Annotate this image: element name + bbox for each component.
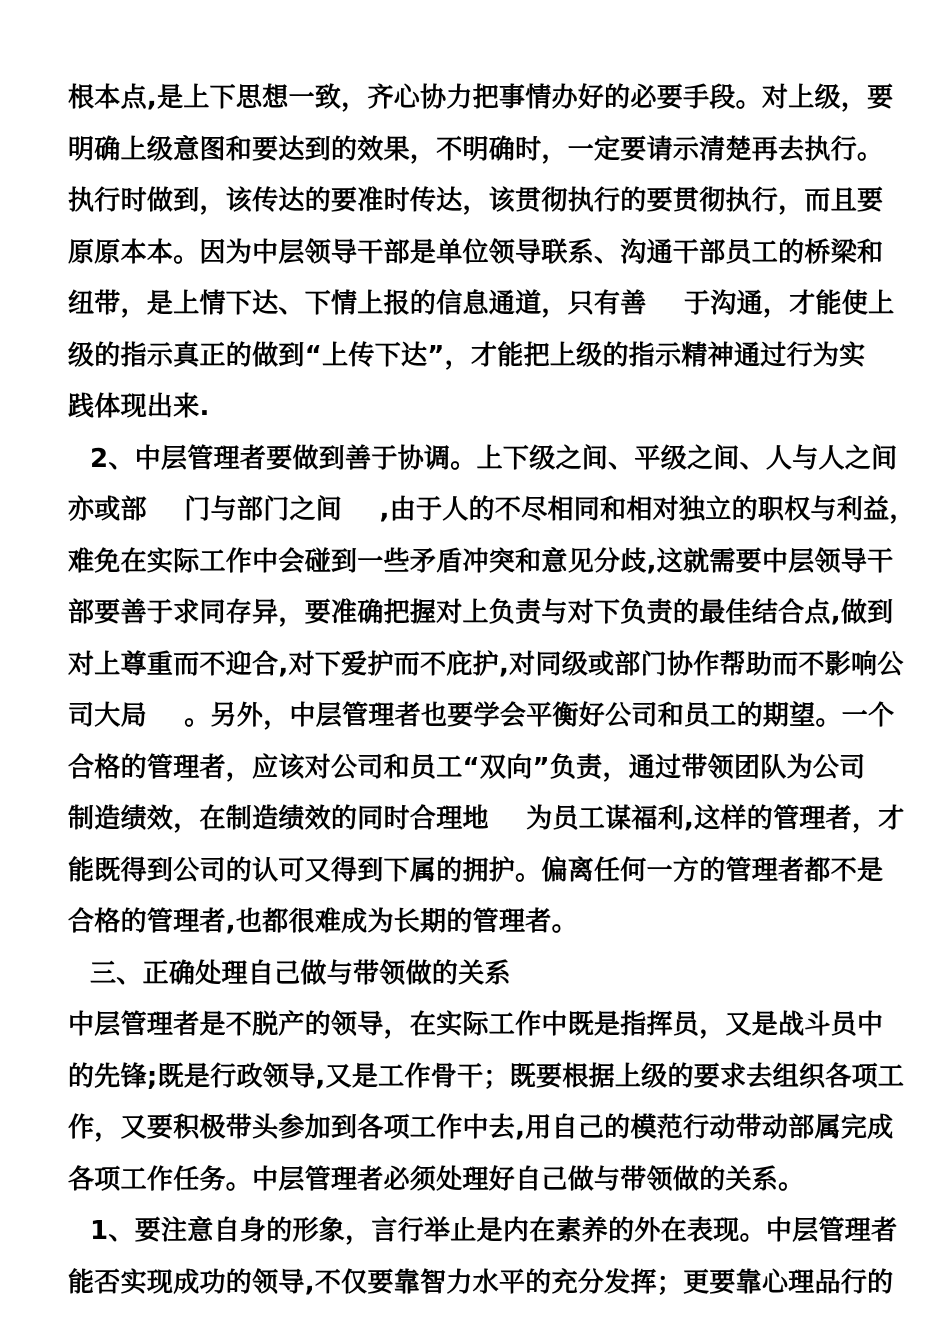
- text-line: 难免在实际工作中会碰到一些矛盾冲突和意见分歧,这就需要中层领导干: [68, 547, 894, 577]
- text-line: 亦或部 门与部门之间 ,由于人的不尽相同和相对独立的职权与利益，: [68, 495, 916, 525]
- text-line: 能否实现成功的领导,不仅要靠智力水平的充分发挥；更要靠心理品行的: [68, 1268, 894, 1298]
- text-line: 中层管理者是不脱产的领导，在实际工作中既是指挥员，又是战斗员中: [68, 1010, 884, 1040]
- text-line: 践体现出来.: [68, 392, 210, 422]
- text-line: 司大局 。另外，中层管理者也要学会平衡好公司和员工的期望。一个: [68, 701, 895, 731]
- text-line: 能既得到公司的认可又得到下属的拥护。偏离任何一方的管理者都不是: [68, 856, 884, 886]
- text-line: 级的指示真正的做到“上传下达”，才能把上级的指示精神通过行为实: [68, 341, 866, 371]
- text-line: 部要善于求同存异，要准确把握对上负责与对下负责的最佳结合点,做到: [68, 598, 894, 628]
- text-line: 原原本本。因为中层领导干部是单位领导联系、沟通干部员工的桥梁和: [68, 238, 884, 268]
- text-line: 纽带，是上情下达、下情上报的信息通道，只有善 于沟通，才能使上: [68, 289, 895, 319]
- text-line: 的先锋;既是行政领导,又是工作骨干；既要根据上级的要求去组织各项工: [68, 1062, 905, 1092]
- text-line: 合格的管理者，应该对公司和员工“双向”负责，通过带领团队为公司: [68, 753, 866, 783]
- text-line: 执行时做到，该传达的要准时传达，该贯彻执行的要贯彻执行，而且要: [68, 186, 884, 216]
- section-heading-1: 1、要注意自身的形象，言行举止是内在素养的外在表现。中层管理者: [90, 1216, 898, 1246]
- text-line: 各项工作任务。中层管理者必须处理好自己做与带领做的关系。: [68, 1165, 805, 1195]
- text-line: 明确上级意图和要达到的效果，不明确时，一定要请示清楚再去执行。: [68, 135, 884, 165]
- section-heading-3: 三、正确处理自己做与带领做的关系: [90, 959, 511, 989]
- text-line: 对上尊重而不迎合,对下爱护而不庇护,对同级或部门协作帮助而不影响公: [68, 650, 904, 680]
- text-line: 合格的管理者,也都很难成为长期的管理者。: [68, 907, 578, 937]
- text-line: 根本点,是上下思想一致，齐心协力把事情办好的必要手段。对上级，要: [68, 83, 894, 113]
- text-line: 作，又要积极带头参加到各项工作中去,用自己的模范行动带动部属完成: [68, 1113, 894, 1143]
- section-heading-2: 2、中层管理者要做到善于协调。上下级之间、平级之间、人与人之间: [90, 444, 898, 474]
- text-line: 制造绩效，在制造绩效的同时合理地 为员工谋福利,这样的管理者，才: [68, 804, 905, 834]
